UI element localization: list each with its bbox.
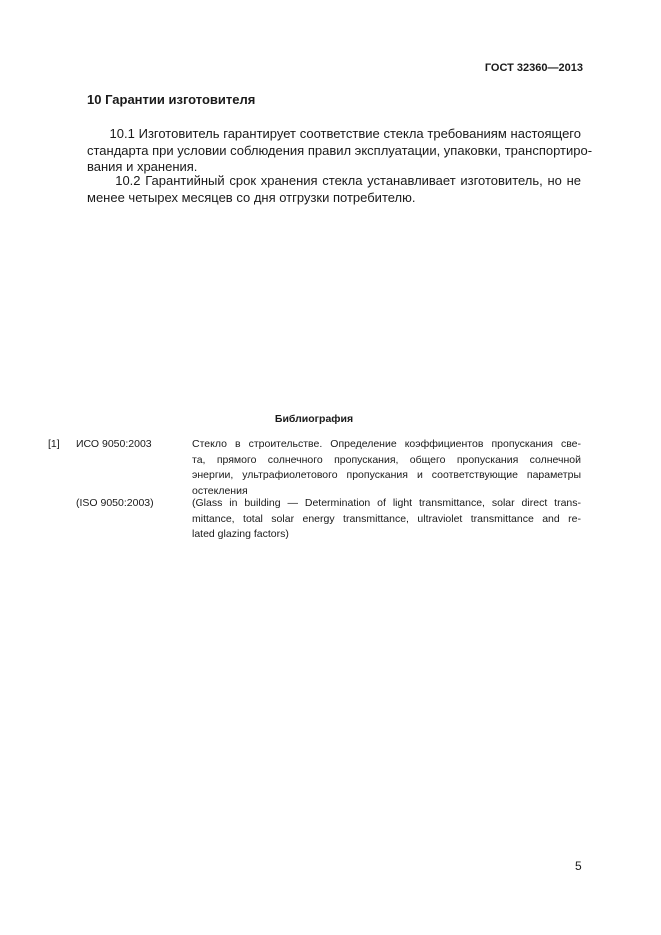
bibliography-text-en bbox=[192, 496, 581, 543]
paragraph-line: 10.1 Изготовитель гарантирует соответствие стекла требованиям настоящего bbox=[87, 126, 581, 141]
paragraph-line: вания и хранения. bbox=[87, 159, 198, 174]
bibliography-line: (Glass in building — Determination of light transmittance, solar direct trans- bbox=[192, 497, 581, 509]
bibliography-line: mittance, total solar energy transmittance, ultraviolet transmittance and re- bbox=[192, 512, 581, 525]
document-code-header: ГОСТ 32360—2013 bbox=[484, 62, 583, 74]
bibliography-standard-ru: ИСО 9050:2003 bbox=[76, 438, 152, 450]
paragraph-line: менее четырех месяцев со дня отгрузки потребителю. bbox=[87, 189, 416, 205]
bibliography-line: Стекло в строительстве. Определение коэффициентов пропускания све- bbox=[192, 438, 581, 450]
section-title: 10 Гарантии изготовителя bbox=[87, 92, 256, 107]
bibliography-line: lated glazing factors) bbox=[192, 528, 289, 540]
bibliography-line: остекления bbox=[192, 484, 248, 497]
bibliography-standard-en: (ISO 9050:2003) bbox=[76, 497, 154, 509]
page-number: 5 bbox=[575, 859, 582, 873]
paragraph-line: 10.2 Гарантийный срок хранения стекла устанавливает изготовитель, но не bbox=[87, 173, 581, 188]
bibliography-text-ru bbox=[192, 437, 581, 499]
paragraph-10-1 bbox=[87, 126, 593, 176]
paragraph-line: стандарта при условии соблюдения правил эксплуатации, упаковки, транспортиро- bbox=[87, 142, 593, 158]
bibliography-line: та, прямого солнечного пропускания, общего пропускания солнечной bbox=[192, 453, 581, 466]
paragraph-10-2 bbox=[87, 173, 581, 206]
bibliography-line: энергии, ультрафиолетового пропускания и соответствующие параметры bbox=[192, 469, 581, 481]
bibliography-title: Библиография bbox=[274, 413, 354, 425]
bibliography-entry-number: [1] bbox=[48, 438, 60, 450]
